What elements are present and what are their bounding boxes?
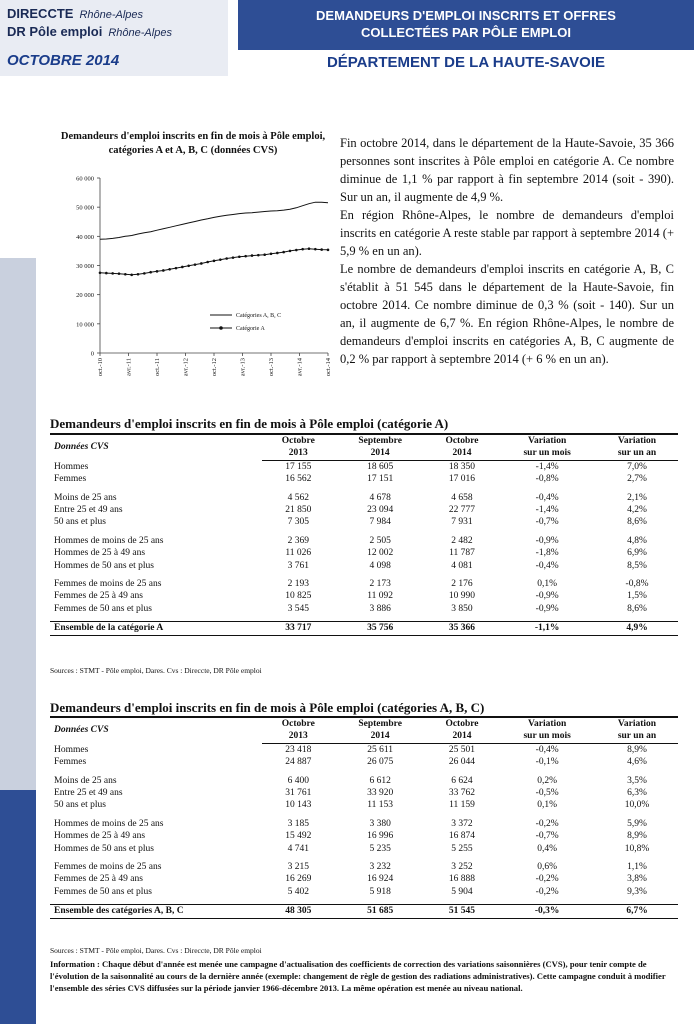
table-cell: 3 850 <box>451 603 473 614</box>
table-cell: 18 350 <box>448 461 476 472</box>
legend-label-0: Catégories A, B, C <box>236 313 282 319</box>
table-cell: 16 874 <box>448 831 476 842</box>
table-cell: 3 185 <box>287 818 309 829</box>
table-cell: 4,6% <box>627 757 647 768</box>
table-row <box>50 799 678 811</box>
table-cell: 8,6% <box>627 517 647 528</box>
row-label: 50 ans et plus <box>54 800 106 811</box>
report-title-line2: COLLECTÉES PAR PÔLE EMPLOI <box>361 25 571 40</box>
table-cell: 17 155 <box>285 461 312 472</box>
table-cell: 5 904 <box>451 886 473 897</box>
table-cell: -0,2% <box>535 818 559 829</box>
table-cell: -0,2% <box>535 886 559 897</box>
row-label: Femmes <box>54 757 87 768</box>
table-cell: -0,4% <box>535 560 559 571</box>
table-row <box>50 504 678 516</box>
table-a-source: Sources : STMT - Pôle emploi, Dares. Cvs : Direccte, DR Pôle emploi <box>50 666 262 675</box>
series-point <box>105 272 108 275</box>
series-point <box>206 261 209 264</box>
column-header-sub: sur un an <box>596 447 678 460</box>
header-left-panel <box>0 0 228 76</box>
table-cell: 18 605 <box>367 461 394 472</box>
table-category-a <box>50 433 678 636</box>
table-cell: 1,1% <box>627 862 647 873</box>
series-point <box>289 250 292 253</box>
table-cell: 16 996 <box>367 831 394 842</box>
row-label: Moins de 25 ans <box>54 775 117 786</box>
table-cell: -1,1% <box>498 622 596 635</box>
row-label: Ensemble de la catégorie A <box>50 622 262 635</box>
x-tick-label: oct.-10 <box>97 358 104 377</box>
table-cell: 15 492 <box>285 831 312 842</box>
table-row <box>50 886 678 898</box>
table-cell: 12 002 <box>367 548 394 559</box>
series-point <box>143 272 146 275</box>
table-cell: -1,4% <box>535 505 559 516</box>
row-label: Hommes de moins de 25 ans <box>54 818 164 829</box>
column-header: Septembre <box>335 434 426 447</box>
column-header: Octobre <box>426 434 499 447</box>
table-cell: 7 984 <box>369 517 391 528</box>
table-cell: 11 153 <box>367 800 394 811</box>
table-cell: -0,9% <box>535 591 559 602</box>
table-a-title: Demandeurs d'emploi inscrits en fin de mois à Pôle emploi (catégorie A) <box>50 416 449 431</box>
series-point <box>270 253 273 256</box>
table-cell: 31 761 <box>285 788 312 799</box>
x-tick-label: oct.-12 <box>211 358 218 377</box>
report-title-banner <box>238 0 694 50</box>
table-row <box>50 492 678 504</box>
table-abc-title: Demandeurs d'emploi inscrits en fin de mois à Pôle emploi (catégories A, B, C) <box>50 700 485 715</box>
table-cell: 3 545 <box>287 603 309 614</box>
row-label: Femmes de moins de 25 ans <box>54 579 162 590</box>
table-cell: 2 173 <box>369 579 391 590</box>
x-tick-label: avr.-12 <box>182 358 190 377</box>
series-point <box>181 266 184 269</box>
table-cell: 3 761 <box>287 560 309 571</box>
y-tick-label: 0 <box>90 350 94 358</box>
table-cell: -0,5% <box>535 788 559 799</box>
legend-label-1: Catégorie A <box>236 326 265 332</box>
table-cell: 0,2% <box>537 775 558 786</box>
table-cell: 4 678 <box>369 492 391 503</box>
table-cell: 8,6% <box>627 603 647 614</box>
table-row <box>50 535 678 547</box>
table-cell: 16 924 <box>367 874 394 885</box>
table-row <box>50 516 678 528</box>
column-header: Octobre <box>426 717 499 730</box>
table-abc-source: Sources : STMT - Pôle emploi, Dares. Cvs : Direccte, DR Pôle emploi <box>50 946 262 955</box>
row-label: Entre 25 et 49 ans <box>54 505 123 516</box>
series-point <box>213 260 216 263</box>
table-cell: 3,8% <box>627 874 647 885</box>
row-label: Hommes de 25 à 49 ans <box>54 831 146 842</box>
org-direccte: DIRECCTE Rhône-Alpes <box>7 6 144 21</box>
table-cell: 5 918 <box>369 886 391 897</box>
table-cell: 6 624 <box>451 775 473 786</box>
table-cell: 2 369 <box>287 535 309 546</box>
table-row <box>50 590 678 602</box>
y-tick-label: 30 000 <box>76 263 94 270</box>
x-tick-label: avr.-11 <box>125 358 133 376</box>
table-row <box>50 843 678 855</box>
table-cell: 2,7% <box>627 474 647 485</box>
row-label: Hommes de 50 ans et plus <box>54 843 155 854</box>
table-cell: 9,3% <box>627 886 647 897</box>
series-point <box>263 253 266 256</box>
table-cell: 3,5% <box>627 775 647 786</box>
table-cell: 5 235 <box>369 843 391 854</box>
series-point <box>257 254 260 257</box>
table-cell: 51 545 <box>426 905 499 918</box>
table-cell: 22 777 <box>448 505 476 516</box>
table-cell: 2 193 <box>287 579 309 590</box>
org-pole-emploi: DR Pôle emploi Rhône-Alpes <box>7 24 172 39</box>
series-point <box>118 272 121 275</box>
intro-paragraph-2: En région Rhône-Alpes, le nombre de demandeurs d'emploi inscrits en catégorie A reste stable par rapport à septembre 2014 (+ 5,9 % en un an). <box>340 208 674 258</box>
table-total-row <box>50 622 678 635</box>
column-header-sub: 2014 <box>426 730 499 743</box>
table-cell: 23 418 <box>285 744 312 755</box>
table-cell: 3 380 <box>369 818 391 829</box>
table-cell: -0,7% <box>535 831 559 842</box>
table-cell: 7,0% <box>627 461 647 472</box>
x-tick-label: oct.-13 <box>268 358 275 377</box>
x-tick-label: oct.-11 <box>154 358 161 376</box>
table-cell: 7 305 <box>287 517 309 528</box>
table-cell: 10 143 <box>285 800 312 811</box>
table-cell: 10,8% <box>624 843 650 854</box>
table-cell: 3 886 <box>369 603 391 614</box>
table-cell: 10 825 <box>285 591 312 602</box>
series-point <box>282 251 285 254</box>
row-label: Femmes de 25 à 49 ans <box>54 874 143 885</box>
row-label: Hommes <box>54 461 89 472</box>
column-header: Septembre <box>335 717 426 730</box>
series-point <box>225 257 228 260</box>
table-cell: 6,7% <box>596 905 678 918</box>
table-cell: 35 366 <box>426 622 499 635</box>
series-point <box>301 248 304 251</box>
table-cell: 2 482 <box>451 535 473 546</box>
series-point <box>99 271 102 274</box>
table-cell: 16 269 <box>285 874 312 885</box>
column-header: Variation <box>498 717 596 730</box>
x-tick-label: avr.-13 <box>239 358 247 377</box>
series-line-0 <box>100 202 328 239</box>
table-row <box>50 861 678 873</box>
y-tick-label: 10 000 <box>76 321 94 329</box>
row-label: Hommes de moins de 25 ans <box>54 535 164 546</box>
table-cell: 10 990 <box>448 591 476 602</box>
table-cell: -0,9% <box>535 603 559 614</box>
table-cell: 5 402 <box>287 886 309 897</box>
table-cell: 0,1% <box>537 800 558 811</box>
intro-paragraph-1: Fin octobre 2014, dans le département de la Haute-Savoie, 35 366 personnes sont inscrites à Pôle emploi en catégorie A. Ce nombre diminue de 1,1 % par rapport à fin septembre 2014 (soit - 390). Sur un an, il augmente de 4,9 %. <box>340 136 674 204</box>
table-cell: 3 252 <box>451 862 473 873</box>
row-label: Femmes de 50 ans et plus <box>54 886 152 897</box>
series-point <box>232 256 235 259</box>
table-row <box>50 818 678 830</box>
intro-text <box>340 134 674 368</box>
table-cell: 35 756 <box>335 622 426 635</box>
series-point <box>194 263 197 266</box>
table-cell: 21 850 <box>285 505 312 516</box>
x-tick-label: avr.-14 <box>296 358 304 377</box>
table-cell: 2,1% <box>627 492 647 503</box>
line-chart <box>52 168 334 390</box>
column-header-sub: sur un an <box>596 730 678 743</box>
department-title: DÉPARTEMENT DE LA HAUTE-SAVOIE <box>326 54 606 71</box>
table-cell: 6,9% <box>627 548 647 559</box>
table-header-donnees-cvs: Données CVS <box>50 717 262 743</box>
table-cell: -0,4% <box>535 744 559 755</box>
table-cell: 4 741 <box>287 843 309 854</box>
table-cell: 3 215 <box>287 862 309 873</box>
table-cell: 0,1% <box>537 579 558 590</box>
column-header: Variation <box>596 717 678 730</box>
table-cell: 11 026 <box>285 548 312 559</box>
row-label: Entre 25 et 49 ans <box>54 788 123 799</box>
series-point <box>320 248 323 251</box>
table-cell: 4,2% <box>627 505 647 516</box>
table-cell: 0,6% <box>537 862 558 873</box>
table-cell: 11 092 <box>367 591 394 602</box>
series-point <box>308 247 311 250</box>
table-cell: -0,8% <box>535 474 559 485</box>
table-cell: 4,9% <box>596 622 678 635</box>
table-cell: 17 016 <box>448 474 476 485</box>
table-cell: 3 232 <box>369 862 391 873</box>
table-row <box>50 578 678 590</box>
table-cell: 4 098 <box>369 560 391 571</box>
table-cell: 2 176 <box>451 579 473 590</box>
row-label: Femmes de 25 à 49 ans <box>54 591 143 602</box>
table-row <box>50 873 678 885</box>
y-tick-label: 50 000 <box>76 204 94 212</box>
table-cell: 16 562 <box>285 474 312 485</box>
table-row <box>50 775 678 787</box>
series-point <box>314 248 317 251</box>
table-header-donnees-cvs: Données CVS <box>50 434 262 460</box>
column-header: Variation <box>498 434 596 447</box>
row-label: Femmes de moins de 25 ans <box>54 862 162 873</box>
series-point <box>162 269 165 272</box>
table-cell: 51 685 <box>335 905 426 918</box>
table-cell: 24 887 <box>285 757 312 768</box>
column-header-sub: 2013 <box>262 447 335 460</box>
table-cell: 6 612 <box>369 775 391 786</box>
series-point <box>111 272 114 275</box>
table-cell: 7 931 <box>451 517 473 528</box>
table-cell: 33 920 <box>367 788 394 799</box>
table-cell: -1,4% <box>535 461 559 472</box>
series-point <box>156 270 159 273</box>
column-header-sub: 2014 <box>335 730 426 743</box>
table-cell: 6 400 <box>287 775 309 786</box>
series-point <box>149 271 152 274</box>
table-cell: 33 762 <box>448 788 476 799</box>
table-row <box>50 473 678 485</box>
table-row <box>50 756 678 768</box>
row-label: Hommes <box>54 744 89 755</box>
table-cell: 4 562 <box>287 492 309 503</box>
report-title-line1: DEMANDEURS D'EMPLOI INSCRITS ET OFFRES <box>316 8 616 23</box>
table-cell: 8,9% <box>627 831 647 842</box>
row-label: Femmes de 50 ans et plus <box>54 603 152 614</box>
table-cell: 33 717 <box>262 622 335 635</box>
y-tick-label: 60 000 <box>76 175 94 183</box>
series-point <box>219 258 222 261</box>
y-tick-label: 40 000 <box>76 233 94 241</box>
table-cell: 11 787 <box>449 548 475 559</box>
chart-title: Demandeurs d'emploi inscrits en fin de mois à Pôle emploi, catégories A et A, B, C (données CVS) <box>60 131 326 156</box>
series-point <box>327 249 330 252</box>
table-cell: -0,8% <box>625 579 649 590</box>
table-cell: 10,0% <box>624 800 650 811</box>
table-cell: 25 611 <box>367 744 394 755</box>
table-cell: 8,5% <box>627 560 647 571</box>
table-row <box>50 460 678 473</box>
table-cell: 17 151 <box>367 474 394 485</box>
table-cell: 4 081 <box>451 560 473 571</box>
table-cell: -0,3% <box>498 905 596 918</box>
table-row <box>50 787 678 799</box>
intro-paragraph-3: Le nombre de demandeurs d'emploi inscrits en catégorie A, B, C s'établit à 51 545 dans le département de la Haute-Savoie, fin octobre 2014. Ce nombre diminue de 0,3 % (soit - 140). Sur un an, il augmente de 6,7 %. En région Rhône-Alpes, le nombre de demandeurs d'emploi inscrits en catégories A, B, C augmente de 0,2 % par rapport à septembre 2014 (+ 6 % en un an). <box>340 262 674 366</box>
table-cell: -1,8% <box>535 548 559 559</box>
column-header-sub: sur un mois <box>498 447 596 460</box>
column-header-sub: 2013 <box>262 730 335 743</box>
row-label: Moins de 25 ans <box>54 492 117 503</box>
table-cell: -0,1% <box>535 757 559 768</box>
column-header-sub: sur un mois <box>498 730 596 743</box>
row-label: Ensemble des catégories A, B, C <box>50 905 262 918</box>
column-header: Variation <box>596 434 678 447</box>
table-cell: 0,4% <box>537 843 558 854</box>
sidebar-dark-band <box>0 790 36 1024</box>
table-row <box>50 830 678 842</box>
table-cell: -0,7% <box>535 517 559 528</box>
series-point <box>238 255 241 258</box>
table-cell: 2 505 <box>369 535 391 546</box>
series-point <box>130 274 133 277</box>
table-cell: 26 044 <box>448 757 476 768</box>
table-cell: -0,2% <box>535 874 559 885</box>
period-label: OCTOBRE 2014 <box>7 52 120 69</box>
series-point <box>276 252 279 255</box>
table-row <box>50 547 678 559</box>
series-point <box>137 273 140 276</box>
series-point <box>251 254 254 257</box>
table-cell: 3 372 <box>451 818 473 829</box>
table-cell: 6,3% <box>627 788 647 799</box>
table-cell: 11 159 <box>449 800 475 811</box>
series-point <box>187 264 190 267</box>
legend-marker <box>219 326 223 330</box>
column-header: Octobre <box>262 717 335 730</box>
column-header: Octobre <box>262 434 335 447</box>
table-cell: 26 075 <box>367 757 394 768</box>
series-point <box>244 255 247 258</box>
table-cell: 25 501 <box>448 744 476 755</box>
row-label: Femmes <box>54 474 87 485</box>
table-cell: 4,8% <box>627 535 647 546</box>
table-cell: 8,9% <box>627 744 647 755</box>
row-label: 50 ans et plus <box>54 517 106 528</box>
information-note: Information : Chaque début d'année est menée une campagne d'actualisation des coefficients de correction des variations saisonnières (CVS), pour tenir compte de l'évolution de la saisonnalité au cours de la dernière année (exemple: changement de règle de gestion des radiations administratives). Cette campagne conduit à modifier l'ensemble des séries CVS diffusées sur la période janvier 1966-décembre 2013. La même opération est menée au niveau national. <box>50 959 666 993</box>
table-row <box>50 743 678 756</box>
sidebar-light-band <box>0 258 36 790</box>
row-label: Hommes de 25 à 49 ans <box>54 548 146 559</box>
table-cell: 16 888 <box>448 874 476 885</box>
table-cell: -0,9% <box>535 535 559 546</box>
y-tick-label: 20 000 <box>76 292 94 300</box>
table-row <box>50 603 678 615</box>
series-point <box>295 249 298 252</box>
table-total-row <box>50 905 678 918</box>
x-tick-label: oct.-14 <box>325 358 332 377</box>
column-header-sub: 2014 <box>335 447 426 460</box>
table-cell: 23 094 <box>367 505 394 516</box>
table-cell: -0,4% <box>535 492 559 503</box>
table-cell: 48 305 <box>262 905 335 918</box>
table-row <box>50 560 678 572</box>
row-label: Hommes de 50 ans et plus <box>54 560 155 571</box>
table-cell: 1,5% <box>627 591 647 602</box>
table-cell: 4 658 <box>451 492 473 503</box>
series-point <box>124 273 127 276</box>
series-point <box>175 267 178 270</box>
table-cell: 5 255 <box>451 843 473 854</box>
series-point <box>168 268 171 271</box>
column-header-sub: 2014 <box>426 447 499 460</box>
series-point <box>200 262 203 265</box>
table-cell: 5,9% <box>627 818 647 829</box>
table-category-abc <box>50 716 678 919</box>
